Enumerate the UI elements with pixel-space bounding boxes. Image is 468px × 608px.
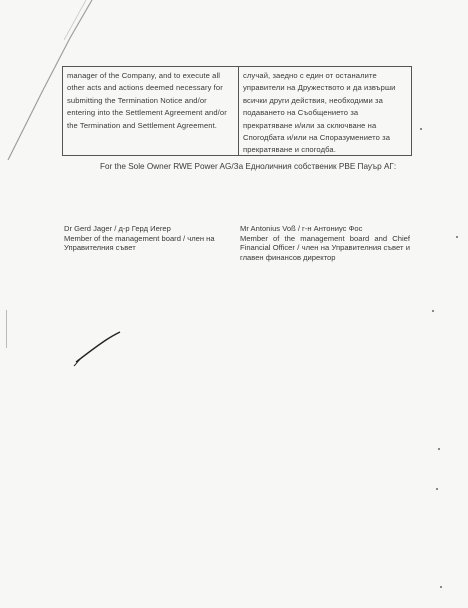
clause-english-line: submitting the Termination Notice and/or	[67, 95, 207, 105]
clause-english-line: other acts and actions deemed necessary for	[67, 83, 223, 93]
signatory-left	[64, 224, 239, 253]
clause-bulgarian-line: Спогодбата и/или на Споразумението за	[243, 133, 391, 143]
clause-bulgarian-line: всички други действия, необходими за	[243, 95, 383, 105]
clause-english-line: entering into the Settlement Agreement and/or	[67, 108, 227, 118]
sole-owner-line: For the Sole Owner RWE Power AG/За Едноличния собственик РВЕ Пауър АГ:	[100, 162, 397, 171]
signatory-left-role: Member of the management board / член на Управителния съвет	[64, 233, 215, 253]
scan-speck	[440, 586, 442, 588]
clause-english	[63, 67, 239, 155]
scan-speck	[438, 448, 440, 450]
handwritten-signature	[72, 328, 122, 368]
bilingual-clause-table	[62, 66, 412, 156]
clause-english-line: the Termination and Settlement Agreement.	[67, 120, 218, 130]
scan-speck	[436, 488, 438, 490]
signatory-left-name: Dr Gerd Jager / д-р Герд Иегер	[64, 224, 171, 233]
scan-speck	[432, 310, 434, 312]
scan-margin-mark	[6, 310, 10, 348]
signatory-right-role: Member of the management board and Chief Financial Officer / член на Управителния съвет и главен финансов директор	[240, 233, 410, 262]
clause-bulgarian-line: управители на Дружеството и да извърши	[243, 83, 396, 93]
clause-bulgarian-line: подаването на Съобщението за	[243, 108, 359, 118]
scan-speck	[420, 128, 422, 130]
signatory-right-name: Mr Antonius Voß / г-н Антониус Фос	[240, 224, 363, 233]
clause-bulgarian-line: случай, заедно с един от останалите	[243, 71, 377, 80]
signatory-right	[240, 224, 410, 262]
scan-speck	[456, 236, 458, 238]
clause-bulgarian-line: прекратяване и спогодба.	[243, 145, 336, 155]
clause-english-line: manager of the Company, and to execute all	[67, 71, 221, 80]
clause-bulgarian-line: прекратяване и/или за сключване на	[243, 120, 377, 130]
clause-bulgarian	[239, 67, 411, 155]
